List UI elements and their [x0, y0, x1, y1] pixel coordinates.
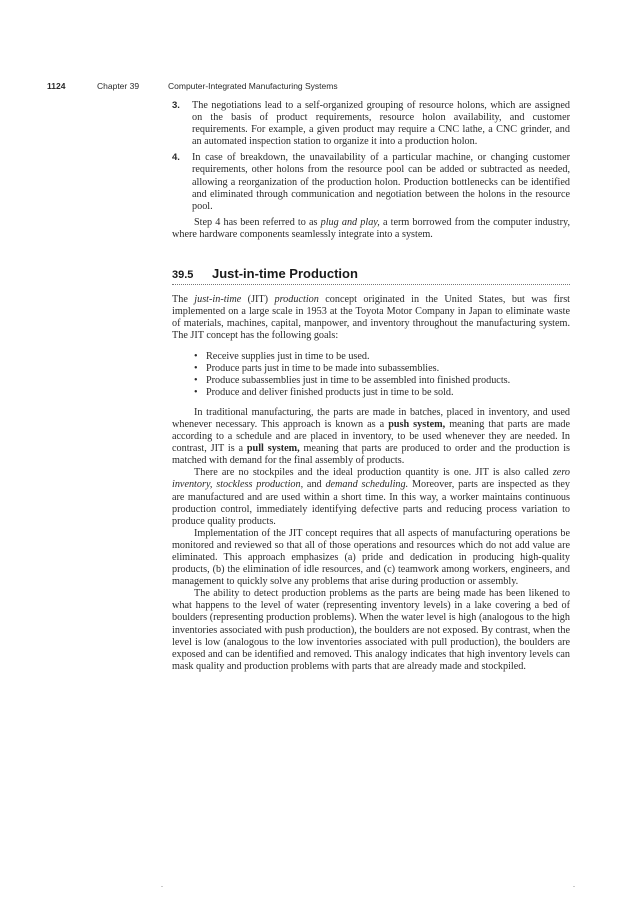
- emphasis: just-in-time: [194, 294, 242, 306]
- text-run: (JIT): [241, 294, 275, 306]
- text-run: and: [303, 479, 326, 491]
- emphasis: plug and play,: [320, 216, 380, 228]
- list-item: • Produce and deliver finished products just in time to be sold.: [194, 387, 570, 399]
- step-text: The negotiations lead to a self-organized grouping of resource holons, which are assigned on the basis of product requirements, resource holon availability, and customer requirements. For example, a given product may require a CNC lathe, a CNC grinder, and an automated inspection station to organize it into a production holon.: [192, 100, 570, 148]
- step-number: 3.: [172, 100, 180, 111]
- goals-list: [172, 351, 570, 399]
- chapter-title: Computer-Integrated Manufacturing Systems: [168, 81, 338, 91]
- push-pull-paragraph: [172, 407, 570, 467]
- emphasis: demand scheduling.: [325, 479, 409, 491]
- text-run: meaning that parts are made according to a schedule and are placed in inventory, to be used whenever they are needed. In contrast, JIT is a: [172, 418, 571, 455]
- list-item: [172, 100, 570, 148]
- step-number: 4.: [172, 152, 180, 164]
- list-item: [172, 152, 570, 212]
- step-text: In case of breakdown, the unavailability of a particular machine, or changing customer requirements, other holons from the resource pool can be added or subtracted as needed, allowing a reorganization of the production holon. Production bottlenecks can be identified and eliminated through communication and negotiation between the holons in the resource pool.: [192, 152, 570, 212]
- bold-term: pull system,: [246, 443, 300, 455]
- text-run: In traditional manufacturing, the parts are made in batches, placed in inventory, and used whenever necessary. This approach is known as a: [172, 406, 570, 430]
- emphasis: zero inventory, stockless production,: [172, 467, 570, 491]
- lake-analogy-paragraph: The ability to detect production problems as the parts are being made has been likened to what happens to the level of water (representing inventory levels) in a lake covering a bed of boulders (representing production problems). When the water level is high (analogous to the high inventories associated with push production), the boulders are not exposed. By contrast, when the level is low (analogous to the low inventories associated with pull production), the boulders are exposed and can be identified and removed. This analogy indicates that high inventory levels can mask quality and production problems with parts that are already made and stockpiled.: [172, 588, 570, 672]
- text-run: Step 4 has been referred to as: [194, 216, 321, 228]
- scan-mark: .: [573, 880, 575, 889]
- section-title: Just-in-time Production: [212, 266, 358, 282]
- chapter-label: Chapter 39: [97, 81, 140, 91]
- text-run: Moreover, parts are inspected as they are manufactured and are used within a short time. In this way, a worker maintains continuous production control, immediately identifying defective parts and reducing process variation to produce quality products.: [172, 479, 570, 527]
- text-run: meaning that parts are produced to order and the production is matched with demand for the final assembly of products.: [172, 443, 570, 467]
- list-item: • Produce subassemblies just in time to be assembled into finished products.: [194, 375, 570, 387]
- plug-and-play-paragraph: [172, 217, 570, 241]
- running-header: [47, 81, 576, 91]
- text-run: concept originated in the United States, but was first implemented on a large scale in 1953 at the Toyota Motor Company in Japan to eliminate waste of materials, machines, capital, manpower, and inventory throughout the manufacturing system. The JIT concept has the following goals:: [172, 294, 570, 342]
- text-run: a term borrowed from the computer industry, where hardware components seamlessly integrate into a system.: [172, 216, 571, 240]
- list-item: • Produce parts just in time to be made into subassemblies.: [194, 363, 570, 375]
- zero-inventory-paragraph: [172, 467, 570, 527]
- implementation-paragraph: Implementation of the JIT concept requires that all aspects of manufacturing operations be monitored and reviewed so that all of those operations and resources which do not add value are eliminated. This approach emphasizes (a) pride and dedication in producing high-quality products, (b) the elimination of idle resources, and (c) teamwork among workers, engineers, and management to quickly solve any problems that arise during production or assembly.: [172, 527, 570, 588]
- page-body: [172, 100, 570, 673]
- bold-term: push system,: [388, 418, 446, 430]
- section-heading: [172, 268, 570, 285]
- text-run: The: [172, 294, 195, 306]
- list-item: • Receive supplies just in time to be used.: [194, 351, 570, 363]
- section-number: 39.5: [172, 269, 194, 282]
- intro-paragraph: [172, 294, 570, 342]
- numbered-steps: [172, 100, 570, 213]
- emphasis: production: [274, 294, 319, 306]
- text-run: There are no stockpiles and the ideal production quantity is one. JIT is also called: [194, 467, 553, 479]
- scan-mark: .: [161, 880, 163, 889]
- page-number: 1124: [47, 81, 66, 91]
